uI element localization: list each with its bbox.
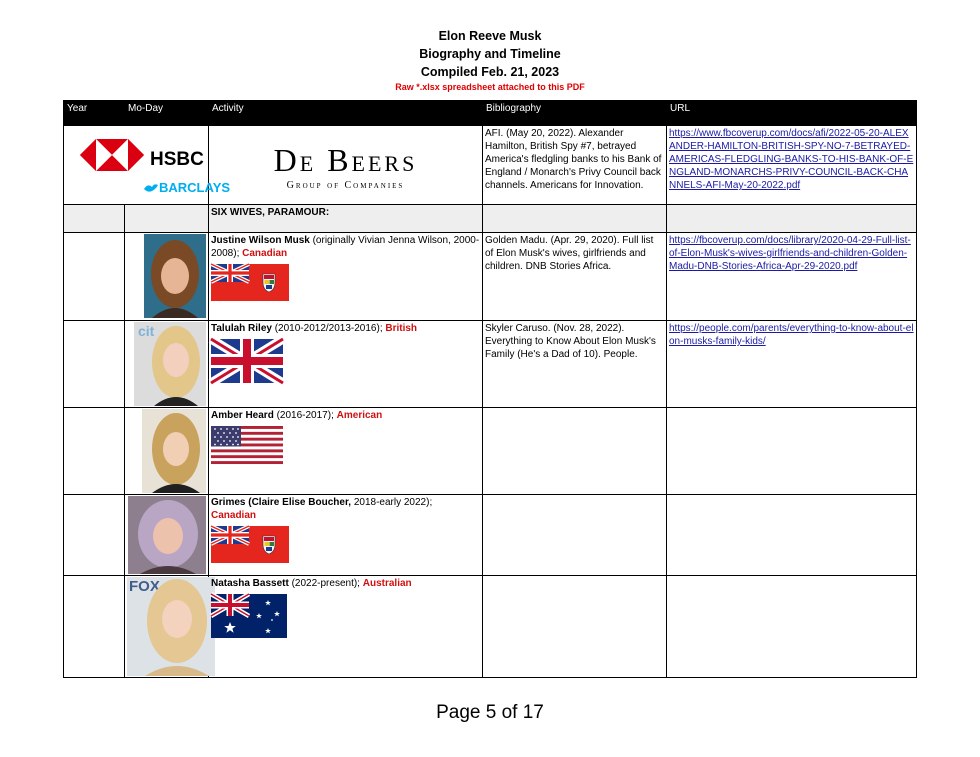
year-cell [64, 233, 125, 321]
section-label: SIX WIVES, PARAMOUR: [209, 205, 483, 233]
url-link[interactable]: https://people.com/parents/everything-to-know-about-elon-musks-family-kids/ [669, 323, 914, 347]
bibliography-cell [483, 576, 667, 678]
debeers-logo-cell [209, 126, 483, 205]
person-photo [128, 496, 206, 574]
photo-cell [125, 321, 209, 408]
spreadsheet-note: Raw *.xlsx spreadsheet attached to this PDF [395, 82, 585, 92]
barclays-wordmark: BARCLAYS [159, 180, 231, 195]
person-nationality: Australian [362, 578, 412, 589]
banks-url-link[interactable]: https://www.fbcoverup.com/docs/afi/2022-05-20-ALEXANDER-HAMILTON-BRITISH-SPY-NO-7-BETRAYED-AMERICAS-FLEDGLING-BANKS-TO-HIS-BANK-OF-ENGLAND-MONARCHS-PRIVY-COUNCIL-BACK-CHANNELS-AFI-May-20-2022.pdf [669, 128, 914, 191]
year-cell [64, 576, 125, 678]
photo-cell [125, 495, 209, 576]
title-biography: Biography and Timeline [419, 47, 561, 61]
table-row [64, 321, 917, 408]
title-compiled-date: Compiled Feb. 21, 2023 [420, 65, 560, 79]
column-header-url: URL [667, 101, 917, 126]
activity-cell [209, 233, 483, 321]
hsbc-logo-cell [64, 126, 231, 205]
url-cell [667, 233, 917, 321]
person-nationality: Canadian [211, 510, 257, 521]
activity-cell [209, 408, 483, 495]
person-detail: (2016-2017); [273, 410, 337, 421]
canada-flag-icon [211, 264, 289, 301]
australia-flag-icon [211, 594, 287, 638]
page-number: Page 5 of 17 [436, 702, 544, 723]
person-nationality: American [336, 410, 383, 421]
section-year-cell [64, 205, 125, 233]
person-photo [144, 234, 206, 318]
section-url-cell [667, 205, 917, 233]
column-header-bibliography: Bibliography [483, 101, 667, 126]
document-header [0, 27, 980, 93]
person-name: Grimes (Claire Elise Boucher, [211, 497, 352, 508]
section-moday-cell [125, 205, 209, 233]
column-header-year: Year [64, 101, 125, 126]
person-detail: (2010-2012/2013-2016); [271, 323, 386, 334]
table-row [64, 576, 917, 678]
person-nationality: Canadian [242, 248, 288, 259]
bibliography-cell [483, 495, 667, 576]
url-cell [667, 408, 917, 495]
canada-flag-icon [211, 526, 289, 563]
photo-cell [125, 233, 209, 321]
person-photo [134, 322, 206, 406]
year-cell [64, 321, 125, 408]
us-flag-icon [211, 426, 283, 464]
url-link[interactable]: https://fbcoverup.com/docs/library/2020-04-29-Full-list-of-Elon-Musk's-wives-girlfriends-and-children-Golden-Madu-DNB-Stories-Africa-Apr-29-2020.pdf [669, 235, 911, 272]
table-row [64, 408, 917, 495]
url-cell [667, 321, 917, 408]
activity-cell [209, 576, 483, 678]
bibliography-cell [483, 408, 667, 495]
year-cell [64, 408, 125, 495]
person-name: Natasha Bassett [211, 578, 289, 589]
table-row [64, 495, 917, 576]
url-cell [667, 576, 917, 678]
person-detail: (originally Vivian Jenna Wilson, 2000-2008); [211, 235, 480, 259]
column-header-activity: Activity [209, 101, 483, 126]
barclays-eagle-icon [144, 184, 158, 191]
person-nationality: British [385, 323, 418, 334]
debeers-wordmark: De Beers [273, 141, 418, 178]
bibliography-cell: Golden Madu. (Apr. 29, 2020). Full list of Elon Musk's wives, girlfriends and children. DNB Stories Africa. [483, 233, 667, 321]
person-detail: (2022-present); [288, 578, 363, 589]
section-bib-cell [483, 205, 667, 233]
uk-flag-icon [211, 339, 283, 383]
photo-cell [125, 408, 209, 495]
title-name: Elon Reeve Musk [438, 29, 542, 43]
photo-cell [125, 576, 209, 678]
table-header-row [64, 101, 917, 126]
debeers-subtitle: Group of Companies [286, 179, 405, 191]
section-row [64, 205, 917, 233]
hsbc-wordmark: HSBC [150, 149, 204, 170]
person-detail: 2018-early 2022); [351, 497, 433, 508]
svg-text:FOX: FOX [129, 578, 160, 595]
activity-cell [209, 495, 483, 576]
person-name: Amber Heard [211, 410, 274, 421]
person-name: Talulah Riley [211, 323, 272, 334]
person-name: Justine Wilson Musk [211, 235, 310, 246]
person-photo [142, 409, 206, 493]
bibliography-cell: Skyler Caruso. (Nov. 28, 2022). Everything to Know About Elon Musk's Family (He's a Dad of 10). People. [483, 321, 667, 408]
year-cell [64, 495, 125, 576]
svg-text:cit: cit [138, 323, 155, 339]
debeers-logo [211, 143, 480, 192]
banks-url-cell [667, 126, 917, 205]
person-photo [127, 577, 215, 676]
activity-cell [209, 321, 483, 408]
column-header-mo-day: Mo-Day [125, 101, 209, 126]
table-row [64, 126, 917, 205]
url-cell [667, 495, 917, 576]
banks-bibliography: AFI. (May 20, 2022). Alexander Hamilton, British Spy #7, betrayed America's fledgling banks to his Bank of England / Monarch's Privy Council back channels. Americans for Innovation. [483, 126, 667, 205]
biography-table [63, 100, 917, 678]
hsbc-logo [66, 127, 231, 199]
table-row [64, 233, 917, 321]
